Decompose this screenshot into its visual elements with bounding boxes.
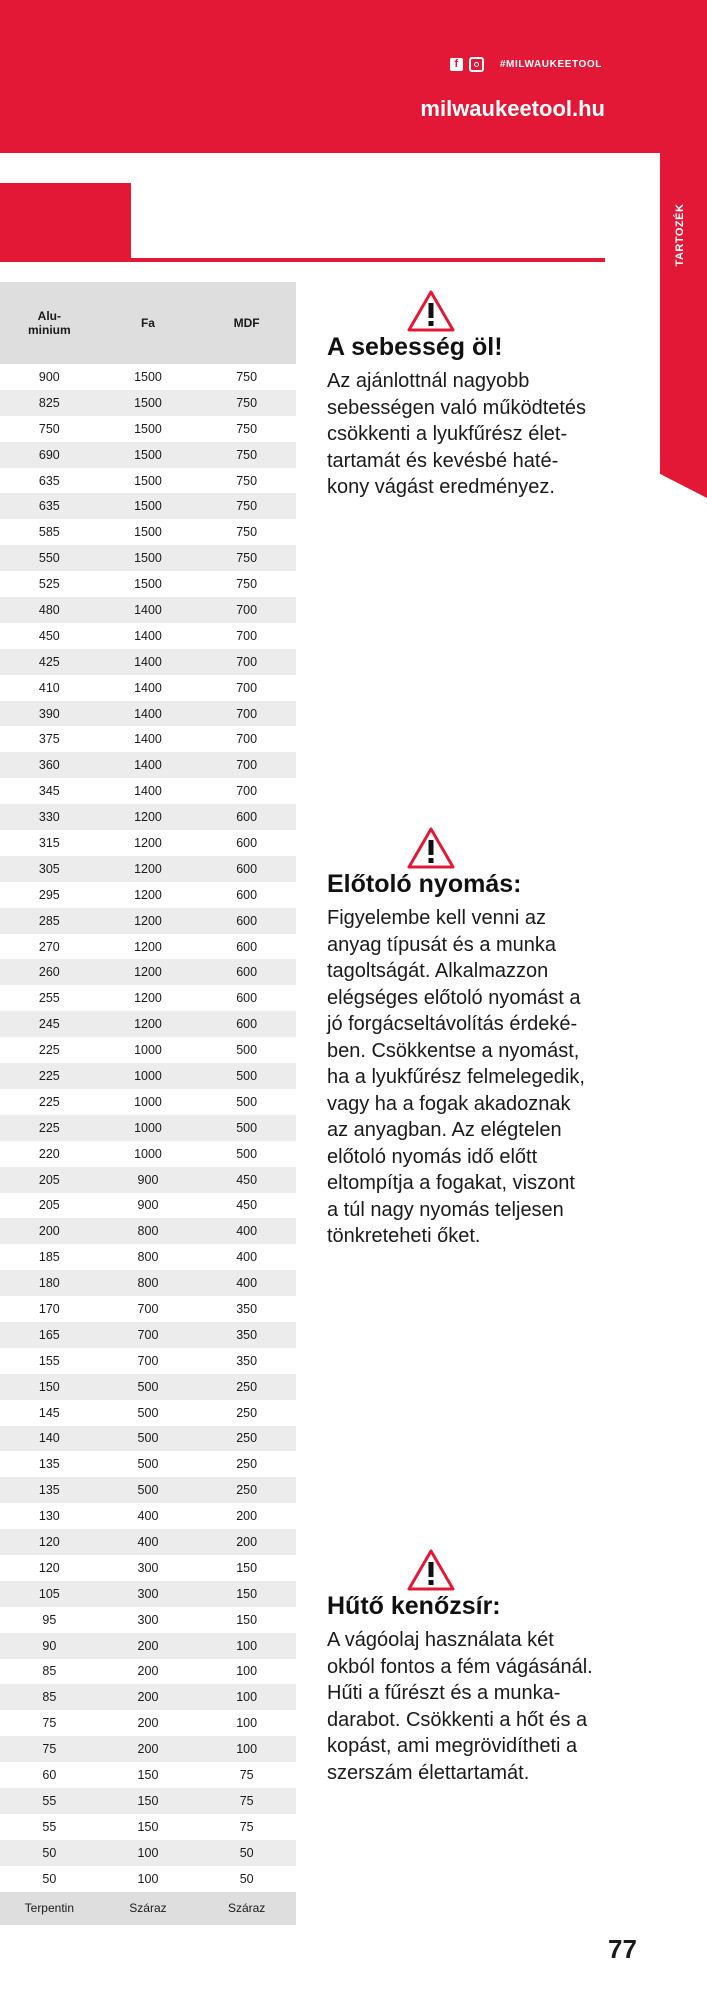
table-cell: 600 — [236, 861, 258, 876]
table-cell: 100 — [236, 1664, 258, 1679]
table-row — [0, 1607, 296, 1633]
table-row — [0, 1555, 296, 1581]
table-cell: 1000 — [134, 1146, 162, 1161]
table-cell: 75 — [239, 1819, 254, 1834]
table-cell: 800 — [137, 1276, 159, 1291]
table-cell: 500 — [236, 1068, 258, 1083]
table-footer — [0, 1892, 296, 1925]
header-aluminium-line2: minium — [27, 323, 71, 337]
table-cell: 150 — [236, 1586, 258, 1601]
table-row — [0, 959, 296, 985]
table-cell: 390 — [38, 706, 60, 721]
table-cell: 150 — [137, 1768, 159, 1783]
side-tab-label: TARTOZÉK — [674, 203, 686, 267]
table-row — [0, 442, 296, 468]
text-line: eltompítja a fogakat, viszont — [327, 1172, 575, 1194]
table-row — [0, 1400, 296, 1426]
table-cell: 700 — [236, 784, 258, 799]
table-cell: 250 — [236, 1379, 258, 1394]
section-title: Hűtő kenőzsír: — [327, 1592, 501, 1620]
table-cell: 150 — [236, 1612, 258, 1627]
table-cell: 225 — [38, 1068, 60, 1083]
header-mdf: MDF — [233, 316, 260, 330]
table-cell: 1500 — [134, 525, 162, 540]
table-row — [0, 1348, 296, 1374]
table-cell: 1200 — [134, 810, 162, 825]
table-cell: 100 — [137, 1871, 159, 1886]
table-row — [0, 1244, 296, 1270]
table-cell: 305 — [38, 861, 60, 876]
table-cell: 700 — [236, 602, 258, 617]
table-cell: 295 — [38, 887, 60, 902]
table-cell: 200 — [137, 1664, 159, 1679]
table-cell: 700 — [137, 1353, 159, 1368]
table-cell: 600 — [236, 835, 258, 850]
table-cell: 1200 — [134, 965, 162, 980]
table-cell: 60 — [42, 1768, 57, 1783]
text-line: Hűti a fűrészt és a munka- — [327, 1682, 561, 1704]
table-cell: 1500 — [134, 473, 162, 488]
table-cell: 1200 — [134, 887, 162, 902]
table-cell: 750 — [236, 447, 258, 462]
table-row — [0, 1089, 296, 1115]
table-cell: 1200 — [134, 1017, 162, 1032]
side-tab-label-wrap — [672, 195, 688, 275]
table-cell: 750 — [236, 421, 258, 436]
table-cell: 500 — [236, 1094, 258, 1109]
section-title: A sebesség öl! — [327, 333, 503, 361]
table-row — [0, 364, 296, 390]
text-line: vagy ha a fogak akadoznak — [327, 1092, 571, 1115]
table-cell: 700 — [236, 680, 258, 695]
table-cell: 250 — [236, 1405, 258, 1420]
table-cell: 1200 — [134, 939, 162, 954]
text-line: ben. Csökkentse a nyomást, — [327, 1039, 580, 1062]
table-row — [0, 1451, 296, 1477]
table-cell: 425 — [38, 654, 60, 669]
table-cell: 200 — [137, 1690, 159, 1705]
table-header — [0, 282, 296, 364]
table-row — [0, 1063, 296, 1089]
table-cell: 270 — [38, 939, 60, 954]
header-fa: Fa — [140, 316, 155, 330]
section-title: Előtoló nyomás: — [327, 870, 522, 898]
text-line: jó forgácseltávolítás érdeké- — [327, 1013, 578, 1035]
table-cell: 140 — [38, 1431, 60, 1446]
table-cell: 150 — [137, 1793, 159, 1808]
table-cell: 1500 — [134, 577, 162, 592]
table-cell: 1000 — [134, 1120, 162, 1135]
table-cell: 1400 — [134, 602, 162, 617]
table-cell: 180 — [38, 1276, 60, 1291]
table-cell: 550 — [38, 551, 60, 566]
table-cell: 120 — [38, 1535, 60, 1550]
table-cell: 350 — [236, 1327, 258, 1342]
table-cell: 525 — [38, 577, 60, 592]
table-cell: 750 — [236, 473, 258, 488]
table-cell: 1500 — [134, 369, 162, 384]
text-line: okból fontos a fém vágásánál. — [327, 1655, 593, 1678]
table-cell: 200 — [137, 1638, 159, 1653]
section-body — [327, 905, 627, 1250]
hashtag: #MILWAUKEETOOL — [499, 59, 602, 70]
text-line: elégséges előtoló nyomást a — [327, 986, 581, 1009]
text-line: ha a lyukfűrész felmelegedik, — [327, 1066, 585, 1088]
text-line: anyag típusát és a munka — [327, 933, 557, 956]
table-row — [0, 649, 296, 675]
table-row — [0, 1193, 296, 1219]
table-cell: 100 — [236, 1716, 258, 1731]
table-cell: 450 — [236, 1198, 258, 1213]
table-cell: 185 — [38, 1250, 60, 1265]
table-cell: 400 — [236, 1276, 258, 1291]
table-cell: 200 — [137, 1716, 159, 1731]
text-line: A vágóolaj használata két — [327, 1629, 554, 1651]
table-cell: 100 — [236, 1742, 258, 1757]
table-cell: 700 — [137, 1327, 159, 1342]
table-cell: 500 — [137, 1405, 159, 1420]
header-aluminium-line1: Alu- — [37, 309, 61, 323]
table-cell: 690 — [38, 447, 60, 462]
table-cell: 130 — [38, 1509, 60, 1524]
table-row — [0, 1011, 296, 1037]
table-row — [0, 1710, 296, 1736]
table-row — [0, 1840, 296, 1866]
table-cell: 250 — [236, 1457, 258, 1472]
social-links — [450, 57, 602, 72]
table-cell: 350 — [236, 1302, 258, 1316]
table-cell: 500 — [137, 1379, 159, 1394]
table-cell: 50 — [42, 1845, 57, 1860]
section-body — [327, 368, 627, 501]
table-cell: 400 — [137, 1535, 159, 1550]
table-row — [0, 416, 296, 442]
red-block-decoration — [0, 183, 131, 258]
site-url[interactable]: milwaukeetool.hu — [420, 96, 605, 121]
text-line: kopást, ami megrövidítheti a — [327, 1735, 578, 1757]
table-cell: 350 — [236, 1353, 258, 1368]
table-cell: 750 — [236, 577, 258, 592]
table-cell: 600 — [236, 965, 258, 980]
table-cell: 600 — [236, 939, 258, 954]
table-cell: 1200 — [134, 861, 162, 876]
table-row — [0, 934, 296, 960]
table-cell: 90 — [42, 1638, 57, 1653]
table-cell: 1000 — [134, 1094, 162, 1109]
table-cell: 1500 — [134, 551, 162, 566]
table-cell: 1400 — [134, 654, 162, 669]
table-cell: 170 — [38, 1302, 60, 1316]
table-cell: 100 — [236, 1638, 258, 1653]
table-cell: 480 — [38, 602, 60, 617]
table-cell: 600 — [236, 991, 258, 1006]
text-line: tönkreteheti őket. — [327, 1225, 481, 1247]
table-cell: 750 — [38, 421, 60, 436]
table-cell: 1400 — [134, 680, 162, 695]
table-row — [0, 1218, 296, 1244]
table-cell: 155 — [38, 1353, 60, 1368]
table-row — [0, 1736, 296, 1762]
table-cell: 50 — [239, 1871, 254, 1886]
table-row — [0, 778, 296, 804]
table-cell: 150 — [38, 1379, 60, 1394]
header-aluminium — [0, 309, 99, 337]
table-row — [0, 1684, 296, 1710]
table-cell: 700 — [137, 1302, 159, 1316]
table-cell: 225 — [38, 1094, 60, 1109]
speed-table — [0, 282, 296, 1925]
table-cell: 1200 — [134, 835, 162, 850]
table-row — [0, 726, 296, 752]
table-cell: 255 — [38, 991, 60, 1006]
warning-icon — [407, 826, 455, 870]
table-cell: 1500 — [134, 499, 162, 514]
text-line: kony vágást eredményez. — [327, 476, 555, 498]
table-row — [0, 908, 296, 934]
table-cell: 1500 — [134, 421, 162, 436]
table-row — [0, 1037, 296, 1063]
table-cell: 75 — [239, 1793, 254, 1808]
table-cell: 205 — [38, 1172, 60, 1187]
table-row — [0, 1374, 296, 1400]
footer-aluminium: Terpentin — [24, 1901, 75, 1916]
table-cell: 700 — [236, 706, 258, 721]
table-cell: 1200 — [134, 913, 162, 928]
table-cell: 200 — [236, 1509, 258, 1524]
table-cell: 500 — [137, 1431, 159, 1446]
table-cell: 500 — [236, 1043, 258, 1058]
table-cell: 165 — [38, 1327, 60, 1342]
section-body — [327, 1627, 627, 1786]
table-cell: 105 — [38, 1586, 60, 1601]
table-row — [0, 1322, 296, 1348]
table-row — [0, 856, 296, 882]
table-cell: 600 — [236, 810, 258, 825]
table-cell: 75 — [42, 1716, 57, 1731]
text-line: csökkenti a lyukfűrész élet- — [327, 423, 568, 445]
text-line: Az ajánlottnál nagyobb — [327, 370, 530, 392]
table-cell: 750 — [236, 551, 258, 566]
table-cell: 95 — [42, 1612, 57, 1627]
table-cell: 225 — [38, 1043, 60, 1058]
table-cell: 1000 — [134, 1068, 162, 1083]
table-row — [0, 1426, 296, 1452]
text-line: sebességen való működtetés — [327, 396, 587, 419]
table-row — [0, 390, 296, 416]
page-number: 77 — [608, 1934, 637, 1964]
text-line: előtoló nyomás idő előtt — [327, 1145, 538, 1168]
table-row — [0, 1659, 296, 1685]
table-cell: 300 — [137, 1612, 159, 1627]
table-row — [0, 675, 296, 701]
table-cell: 750 — [236, 395, 258, 410]
table-cell: 100 — [236, 1690, 258, 1705]
facebook-icon[interactable]: f — [450, 58, 463, 71]
table-cell: 100 — [137, 1845, 159, 1860]
table-row — [0, 1503, 296, 1529]
table-cell: 750 — [236, 525, 258, 540]
table-cell: 200 — [38, 1224, 60, 1239]
table-row — [0, 623, 296, 649]
table-cell: 200 — [137, 1742, 159, 1757]
table-cell: 900 — [137, 1198, 159, 1213]
table-cell: 75 — [239, 1768, 254, 1783]
table-cell: 120 — [38, 1560, 60, 1575]
table-cell: 800 — [137, 1250, 159, 1265]
table-cell: 1400 — [134, 732, 162, 747]
table-cell: 50 — [42, 1871, 57, 1886]
table-row — [0, 597, 296, 623]
text-line: Figyelembe kell venni az — [327, 907, 546, 929]
table-body — [0, 364, 296, 1892]
table-cell: 500 — [236, 1120, 258, 1135]
table-row — [0, 545, 296, 571]
table-row — [0, 1866, 296, 1892]
table-cell: 260 — [38, 965, 60, 980]
table-row — [0, 1581, 296, 1607]
table-cell: 150 — [137, 1819, 159, 1834]
text-line: az anyagban. Az elégtelen — [327, 1119, 562, 1141]
table-cell: 400 — [137, 1509, 159, 1524]
footer-mdf: Száraz — [227, 1901, 266, 1916]
table-row — [0, 985, 296, 1011]
text-line: tagoltságát. Alkalmazzon — [327, 960, 549, 982]
warning-icon — [407, 289, 455, 333]
header-banner — [0, 0, 707, 153]
table-cell: 375 — [38, 732, 60, 747]
table-cell: 450 — [38, 628, 60, 643]
instagram-icon[interactable] — [469, 57, 484, 72]
table-cell: 300 — [137, 1586, 159, 1601]
table-cell: 900 — [38, 369, 60, 384]
table-row — [0, 493, 296, 519]
table-cell: 250 — [236, 1431, 258, 1446]
table-cell: 750 — [236, 499, 258, 514]
table-cell: 345 — [38, 784, 60, 799]
table-cell: 700 — [236, 628, 258, 643]
table-row — [0, 1270, 296, 1296]
table-row — [0, 1141, 296, 1167]
table-row — [0, 701, 296, 727]
table-cell: 1200 — [134, 991, 162, 1006]
table-cell: 500 — [137, 1483, 159, 1498]
table-cell: 205 — [38, 1198, 60, 1213]
table-row — [0, 519, 296, 545]
table-cell: 450 — [236, 1172, 258, 1187]
table-cell: 250 — [236, 1483, 258, 1498]
table-row — [0, 1529, 296, 1555]
table-cell: 85 — [42, 1664, 57, 1679]
table-cell: 600 — [236, 1017, 258, 1032]
table-cell: 225 — [38, 1120, 60, 1135]
table-cell: 330 — [38, 810, 60, 825]
table-cell: 700 — [236, 654, 258, 669]
footer-fa: Száraz — [129, 1901, 167, 1916]
table-row — [0, 830, 296, 856]
table-cell: 800 — [137, 1224, 159, 1239]
table-cell: 135 — [38, 1483, 60, 1498]
text-line: darabot. Csökkenti a hőt és a — [327, 1708, 588, 1731]
table-cell: 585 — [38, 525, 60, 540]
table-cell: 1400 — [134, 784, 162, 799]
table-row — [0, 1788, 296, 1814]
table-row — [0, 1633, 296, 1659]
section-speed — [327, 289, 627, 501]
table-cell: 315 — [38, 835, 60, 850]
table-cell: 750 — [236, 369, 258, 384]
table-cell: 150 — [236, 1560, 258, 1575]
table-cell: 700 — [236, 732, 258, 747]
table-cell: 1000 — [134, 1043, 162, 1058]
table-cell: 245 — [38, 1017, 60, 1032]
table-cell: 135 — [38, 1457, 60, 1472]
table-cell: 500 — [137, 1457, 159, 1472]
table-cell: 85 — [42, 1690, 57, 1705]
table-cell: 1400 — [134, 628, 162, 643]
table-cell: 1500 — [134, 395, 162, 410]
table-cell: 600 — [236, 887, 258, 902]
table-cell: 635 — [38, 499, 60, 514]
section-feed-pressure — [327, 826, 627, 1250]
table-row — [0, 1762, 296, 1788]
table-cell: 1500 — [134, 447, 162, 462]
table-cell: 360 — [38, 758, 60, 773]
red-divider — [0, 258, 605, 262]
table-cell: 400 — [236, 1224, 258, 1239]
table-cell: 1400 — [134, 706, 162, 721]
table-row — [0, 468, 296, 494]
table-row — [0, 1115, 296, 1141]
table-cell: 1400 — [134, 758, 162, 773]
table-cell: 55 — [42, 1793, 57, 1808]
warning-icon — [407, 1548, 455, 1592]
text-line: tartamát és kevésbé haté- — [327, 449, 559, 472]
section-coolant — [327, 1548, 627, 1786]
table-cell: 410 — [38, 680, 60, 695]
table-row — [0, 1167, 296, 1193]
table-cell: 900 — [137, 1172, 159, 1187]
table-row — [0, 882, 296, 908]
table-cell: 200 — [236, 1535, 258, 1550]
table-row — [0, 752, 296, 778]
table-cell: 825 — [38, 395, 60, 410]
table-cell: 50 — [239, 1845, 254, 1860]
text-line: szerszám élettartamát. — [327, 1761, 530, 1784]
table-cell: 300 — [137, 1560, 159, 1575]
table-cell: 600 — [236, 913, 258, 928]
table-cell: 220 — [38, 1146, 60, 1161]
table-cell: 145 — [38, 1405, 60, 1420]
text-line: a túl nagy nyomás teljesen — [327, 1198, 564, 1221]
table-cell: 700 — [236, 758, 258, 773]
table-cell: 500 — [236, 1146, 258, 1161]
table-row — [0, 1296, 296, 1322]
table-row — [0, 1477, 296, 1503]
table-row — [0, 1814, 296, 1840]
table-cell: 55 — [42, 1819, 57, 1834]
table-row — [0, 804, 296, 830]
table-cell: 635 — [38, 473, 60, 488]
table-cell: 285 — [38, 913, 60, 928]
table-row — [0, 571, 296, 597]
table-cell: 75 — [42, 1742, 57, 1757]
table-cell: 400 — [236, 1250, 258, 1265]
